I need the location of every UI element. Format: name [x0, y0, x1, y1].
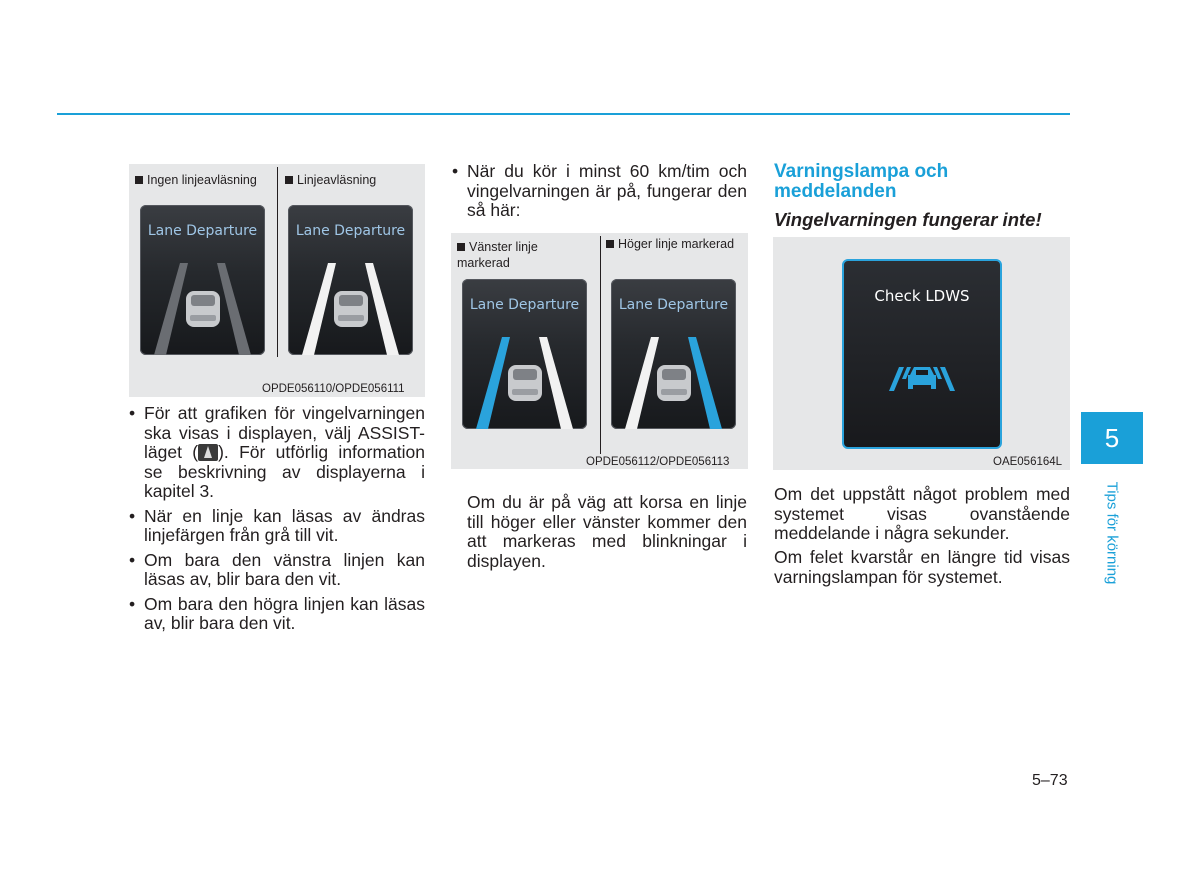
- right-paragraph-2: Om felet kvarstår en längre tid visas varningslampan för systemet.: [774, 547, 1070, 587]
- caption-no-lane-reading: Ingen linjeavläsning: [135, 172, 257, 188]
- square-bullet-icon: [457, 243, 465, 251]
- road-graphic-left-marked: [462, 279, 587, 429]
- car-icon: [508, 365, 542, 401]
- caption-left-lane-marked: Vänster linje markerad: [457, 240, 538, 270]
- lane-screen-white: [288, 205, 413, 355]
- figure-code: OPDE056112/OPDE056113: [586, 456, 730, 468]
- page-number: 5–73: [1032, 772, 1068, 789]
- square-bullet-icon: [285, 176, 293, 184]
- road-graphic-gray: [140, 205, 265, 355]
- section-subheading: Vingelvarningen fungerar inte!: [774, 209, 1042, 230]
- caption-right-lane-marked: Höger linje markerad: [606, 236, 734, 252]
- car-icon: [657, 365, 691, 401]
- figure-divider: [277, 167, 278, 357]
- lane-screen-right-marked: [611, 279, 736, 429]
- square-bullet-icon: [606, 240, 614, 248]
- top-rule: [57, 113, 1070, 115]
- car-icon: [334, 291, 368, 327]
- screen-title: Lane Departure: [295, 223, 406, 239]
- screen-title: Lane Departure: [147, 223, 258, 239]
- car-icon: [186, 291, 220, 327]
- chapter-label: Tips för körning: [1103, 481, 1121, 585]
- panel-title: Check LDWS: [874, 287, 970, 305]
- section-heading: Varningslampa och meddelanden: [774, 161, 949, 202]
- assist-mode-icon: [198, 444, 218, 461]
- list-item: • När en linje kan läsas av ändras linjefärgen från grå till vit.: [129, 507, 425, 546]
- chapter-number: 5: [1081, 412, 1143, 464]
- road-graphic-white: [288, 205, 413, 355]
- list-item: • När du kör i minst 60 km/tim och vingelvarningen är på, fungerar den så här:: [452, 162, 747, 221]
- mid-paragraph: Om du är på väg att korsa en linje till höger eller vänster kommer den att markeras med blinkningar i displayen.: [467, 492, 747, 571]
- figure-divider: [600, 236, 601, 454]
- list-item: • Om bara den vänstra linjen kan läsas av, blir bara den vit.: [129, 551, 425, 590]
- lane-warning-icon: [844, 261, 1000, 447]
- right-paragraph-1: Om det uppstått något problem med systemet visas ovanstående meddelande i några sekunder.: [774, 484, 1070, 543]
- lane-screen-gray: [140, 205, 265, 355]
- figure-code: OPDE056110/OPDE056111: [262, 383, 405, 395]
- screen-title: Lane Departure: [469, 297, 580, 313]
- mid-bullet-list: [452, 162, 747, 226]
- list-item: • För att grafiken för vingelvarningen ska visas i displayen, välj ASSIST-läget ( ). För utförlig information se beskrivning av displayerna i kapitel 3.: [129, 404, 425, 502]
- screen-title: Lane Departure: [618, 297, 729, 313]
- left-bullet-list: [129, 404, 425, 639]
- list-item: • Om bara den högra linjen kan läsas av, blir bara den vit.: [129, 595, 425, 634]
- check-ldws-panel: [842, 259, 1002, 449]
- road-graphic-right-marked: [611, 279, 736, 429]
- caption-lane-reading: Linjeavläsning: [285, 172, 376, 188]
- square-bullet-icon: [135, 176, 143, 184]
- figure-code: OAE056164L: [993, 456, 1063, 468]
- lane-screen-left-marked: [462, 279, 587, 429]
